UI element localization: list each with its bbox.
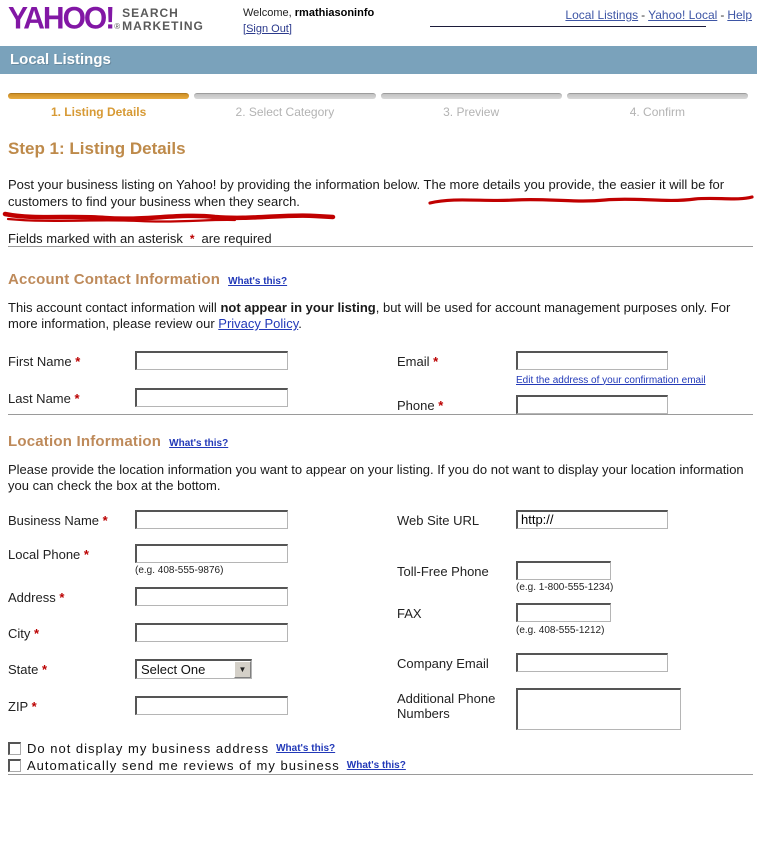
address-row <box>8 587 397 606</box>
step-bar <box>194 93 375 99</box>
step-listing-details[interactable] <box>8 93 189 119</box>
city-label: City * <box>8 626 40 641</box>
page-title: Local Listings <box>10 51 111 68</box>
account-desc-text: This account contact information will <box>8 300 217 315</box>
asterisk: * <box>74 391 80 406</box>
username: rmathiasoninfo <box>294 7 375 19</box>
state-select-value: Select One <box>141 662 206 677</box>
hide-address-whats-this-link[interactable]: What's this? <box>276 742 336 754</box>
phone-label: Phone * <box>397 397 444 413</box>
step-select-category[interactable] <box>194 93 375 119</box>
location-section-header <box>8 433 757 450</box>
phone-input[interactable] <box>516 395 668 414</box>
step-confirm[interactable] <box>567 93 748 119</box>
sign-out-link[interactable]: Sign Out <box>246 23 289 35</box>
location-form <box>0 510 757 730</box>
state-label: State * <box>8 662 48 677</box>
nav-help-link[interactable]: Help <box>727 8 752 22</box>
first-name-row <box>8 351 397 370</box>
asterisk: * <box>433 354 439 369</box>
intro-line1: Post your business listing on Yahoo! by providing the information below. The more details you provide, the easier it will be for <box>8 177 725 192</box>
additional-phone-textarea[interactable] <box>516 688 681 730</box>
reviews-whats-this-link[interactable]: What's this? <box>346 759 406 771</box>
step-label: 3. Preview <box>443 105 500 119</box>
fax-row <box>397 603 749 636</box>
reviews-option <box>8 757 757 774</box>
business-name-row <box>8 510 397 529</box>
nav-separator: - <box>641 8 646 22</box>
asterisk: * <box>75 354 81 369</box>
asterisk: * <box>438 397 444 413</box>
local-phone-hint: (e.g. 408-555-9876) <box>135 565 224 576</box>
local-phone-label: Local Phone * <box>8 546 89 562</box>
yahoo-wordmark: YAHOO! <box>8 1 114 36</box>
account-section-title: Account Contact Information <box>8 271 221 288</box>
state-select[interactable] <box>135 659 252 679</box>
asterisk: * <box>31 699 37 714</box>
bracket-open: [ <box>243 23 247 35</box>
first-name-label: First Name * <box>8 354 81 369</box>
last-name-row <box>8 388 397 407</box>
asterisk: * <box>34 626 40 641</box>
city-input[interactable] <box>135 623 288 642</box>
step-bar <box>567 93 748 99</box>
tollfree-label: Toll-Free Phone <box>397 563 489 579</box>
progress-steps <box>8 93 753 119</box>
company-email-row <box>397 653 749 672</box>
account-whats-this-link[interactable]: What's this? <box>228 276 288 287</box>
header-divider-line <box>430 26 706 27</box>
asterisk: * <box>83 546 89 562</box>
location-section-title: Location Information <box>8 432 162 450</box>
required-note-prefix: Fields marked with an asterisk <box>8 231 183 246</box>
step-label: 2. Select Category <box>235 105 335 119</box>
fax-hint: (e.g. 408-555-1212) <box>516 624 605 636</box>
hide-address-checkbox[interactable] <box>8 742 21 755</box>
zip-label: ZIP * <box>8 699 37 714</box>
intro-line2: customers to find your business when they search. <box>8 194 300 209</box>
step-bar-active <box>8 93 189 99</box>
local-phone-input[interactable] <box>135 544 288 563</box>
email-row <box>397 351 749 386</box>
asterisk: * <box>59 590 65 605</box>
dropdown-arrow-icon[interactable]: ▼ <box>234 661 251 678</box>
section-divider <box>8 246 753 247</box>
additional-phone-label: Additional Phone Numbers <box>397 690 496 721</box>
welcome-text <box>243 7 374 19</box>
address-label: Address * <box>8 590 65 605</box>
nav-yahoo-local-link[interactable]: Yahoo! Local <box>648 8 718 22</box>
city-row <box>8 623 397 642</box>
state-row <box>8 659 397 679</box>
tollfree-hint: (e.g. 1-800-555-1234) <box>516 582 614 593</box>
zip-input[interactable] <box>135 696 288 715</box>
business-name-label: Business Name * <box>8 512 108 528</box>
asterisk: * <box>189 232 195 246</box>
account-section-header <box>8 271 757 288</box>
sign-out-row <box>243 23 292 35</box>
additional-phone-row <box>397 688 749 730</box>
registered-mark-icon: ® <box>114 22 121 31</box>
account-form <box>0 351 757 414</box>
email-input[interactable] <box>516 351 668 370</box>
company-email-input[interactable] <box>516 653 668 672</box>
nav-separator: - <box>720 8 725 22</box>
reviews-label: Automatically send me reviews of my business <box>27 757 340 773</box>
last-name-input[interactable] <box>135 388 288 407</box>
business-name-input[interactable] <box>135 510 288 529</box>
logo-marketing-line: MARKETING <box>122 19 204 33</box>
phone-row <box>397 395 749 414</box>
account-desc-text: , but will be used for account management purposes only. For more information, please review our <box>8 300 731 331</box>
step-preview[interactable] <box>381 93 562 119</box>
top-header <box>0 0 757 46</box>
intro-paragraph <box>8 176 749 210</box>
bottom-divider <box>8 774 753 775</box>
website-row <box>397 510 749 529</box>
company-email-label: Company Email <box>397 655 489 671</box>
edit-confirmation-email-link[interactable]: Edit the address of your confirmation email <box>516 374 706 386</box>
logo-subtitle <box>122 7 204 33</box>
top-nav <box>565 8 752 22</box>
location-section-description: Please provide the location information you want to appear on your listing. If you do not want to display your location information you can check the box at the bottom. <box>8 461 744 493</box>
logo-search-line: SEARCH <box>122 6 179 20</box>
last-name-label: Last Name * <box>8 391 80 406</box>
asterisk: * <box>41 662 48 677</box>
website-input[interactable] <box>516 510 668 529</box>
step-label: 1. Listing Details <box>50 105 147 119</box>
tollfree-row <box>397 561 749 594</box>
bracket-close: ] <box>288 23 292 35</box>
required-fields-note <box>8 231 749 246</box>
website-label: Web Site URL <box>397 512 480 528</box>
email-label: Email * <box>397 354 439 369</box>
location-whats-this-link[interactable]: What's this? <box>169 437 229 449</box>
step-bar <box>381 93 562 99</box>
asterisk: * <box>102 512 108 528</box>
required-note-suffix: are required <box>201 231 272 246</box>
nav-local-listings-link[interactable]: Local Listings <box>565 8 639 22</box>
account-section-description <box>8 300 749 332</box>
privacy-policy-link[interactable]: Privacy Policy <box>218 316 299 331</box>
period: . <box>298 316 302 331</box>
hide-address-option <box>8 740 757 757</box>
step1-heading: Step 1: Listing Details <box>8 139 186 158</box>
yahoo-search-marketing-logo[interactable] <box>8 1 204 36</box>
fax-input[interactable] <box>516 603 611 622</box>
section-divider <box>8 414 753 415</box>
reviews-checkbox[interactable] <box>8 759 21 772</box>
step-label: 4. Confirm <box>629 105 686 119</box>
tollfree-input[interactable] <box>516 561 611 580</box>
local-phone-row <box>8 544 397 577</box>
hide-address-label: Do not display my business address <box>27 740 270 756</box>
page-title-bar <box>0 46 757 74</box>
address-input[interactable] <box>135 587 288 606</box>
zip-row <box>8 696 397 715</box>
fax-label: FAX <box>397 606 422 621</box>
account-desc-bold: not appear in your listing <box>220 300 376 315</box>
welcome-prefix: Welcome, <box>243 7 292 19</box>
first-name-input[interactable] <box>135 351 288 370</box>
options-list <box>8 740 757 774</box>
